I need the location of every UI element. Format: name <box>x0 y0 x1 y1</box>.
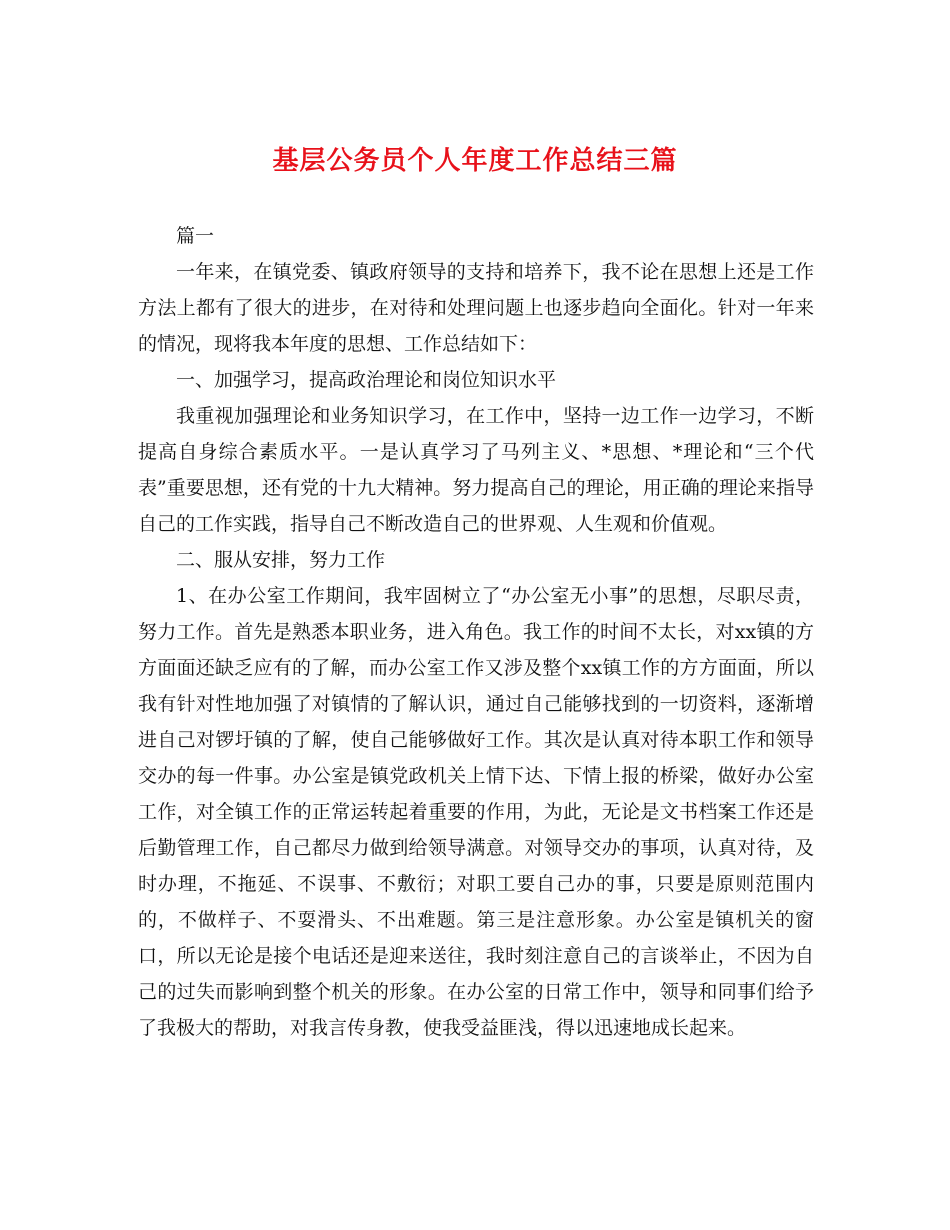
document-title: 基层公务员个人年度工作总结三篇 <box>272 146 678 176</box>
intro-paragraph: 一年来，在镇党委、镇政府领导的支持和培养下，我不论在思想上还是工作方法上都有了很大的进步，在对待和处理问题上也逐步趋向全面化。针对一年来的情况，现将我本年度的思想、工作总结如下： <box>138 261 814 355</box>
document-body <box>138 218 814 1046</box>
heading-one: 一、加强学习，提高政治理论和岗位知识水平 <box>176 369 557 391</box>
office-work-paragraph: 1、在办公室工作期间，我牢固树立了“办公室无小事”的思想，尽职尽责，努力工作。首先是熟悉本职业务，进入角色。我工作的时间不太长，对xx镇的方方面面还缺乏应有的了解，而办公室工作又涉及整个xx镇工作的方方面面，所以我有针对性地加强了对镇情的了解认识，通过自己能够找到的一切资料，逐渐增进自己对锣圩镇的了解，使自己能够做好工作。其次是认真对待本职工作和领导交办的每一件事。办公室是镇党政机关上情下达、下情上报的桥梁，做好办公室工作，对全镇工作的正常运转起着重要的作用，为此，无论是文书档案工作还是后勤管理工作，自己都尽力做到给领导满意。对领导交办的事项，认真对待，及时办理，不拖延、不误事、不敷衍；对职工要自己办的事，只要是原则范围内的，不做样子、不耍滑头、不出难题。第三是注意形象。办公室是镇机关的窗口，所以无论是接个电话还是迎来送往，我时刻注意自己的言谈举止，不因为自己的过失而影响到整个机关的形象。在办公室的日常工作中，领导和同事们给予了我极大的帮助，对我言传身教，使我受益匪浅，得以迅速地成长起来。 <box>138 585 814 1039</box>
study-paragraph: 我重视加强理论和业务知识学习，在工作中，坚持一边工作一边学习，不断提高自身综合素质水平。一是认真学习了马列主义、*思想、*理论和“三个代表”重要思想，还有党的十九大精神。努力提高自己的理论，用正确的理论来指导自己的工作实践，指导自己不断改造自己的世界观、人生观和价值观。 <box>138 405 814 535</box>
section-label: 篇一 <box>176 225 215 247</box>
heading-two: 二、服从安排，努力工作 <box>176 549 386 571</box>
